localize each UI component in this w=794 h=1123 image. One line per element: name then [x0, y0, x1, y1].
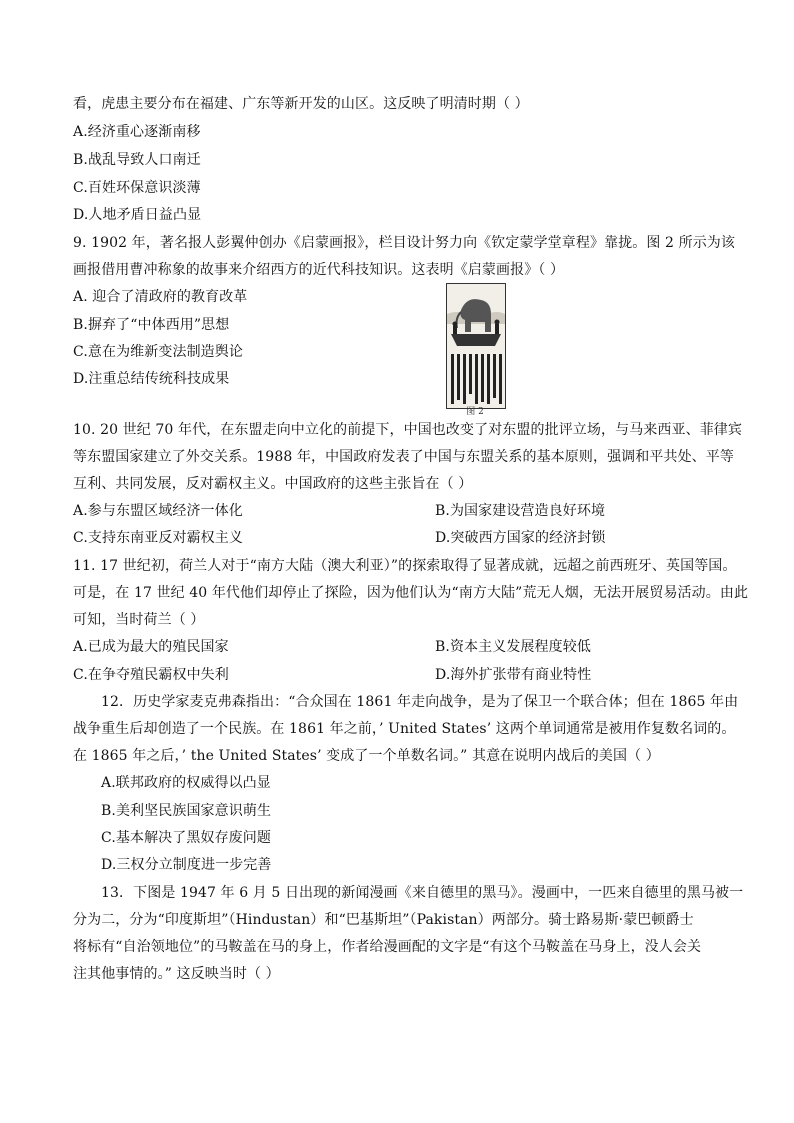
q11-option-d: D.海外扩张带有商业特性 [435, 667, 592, 683]
q9-figure-illustration [446, 283, 506, 409]
q11-stem-line-3: 可知，当时荷兰（ ） [73, 612, 205, 628]
q11-option-c: C.在争夺殖民霸权中失利 [73, 667, 229, 683]
q12-option-c: C.基本解决了黑奴存废问题 [101, 830, 271, 846]
q9-option-d: D.注重总结传统科技成果 [73, 371, 230, 387]
q11-stem-line-1: 11. 17 世纪初，荷兰人对于“南方大陆（澳大利亚）”的探索取得了显著成就，远超之前西班牙、英国等国。 [73, 558, 737, 574]
q9-figure-caption: 图 2 [466, 407, 484, 417]
q10-stem-line-2: 等东盟国家建立了外交关系。1988 年，中国政府发表了中国与东盟关系的基本原则，强调和平共处、平等 [73, 449, 734, 465]
q13-stem-line-4: 注其他事情的。” 这反映当时（ ） [73, 966, 280, 982]
q13-stem-line-3: 将标有“自治领地位”的马鞍盖在马的身上，作者给漫画配的文字是“有这个马鞍盖在马身上，没人会关 [73, 939, 702, 955]
q10-stem-line-1: 10. 20 世纪 70 年代，在东盟走向中立化的前提下，中国也改变了对东盟的批评立场，与马来西亚、菲律宾 [73, 422, 742, 438]
q9-option-a: A. 迎合了清政府的教育改革 [73, 289, 248, 305]
q12-stem-line-2: 战争重生后却创造了一个民族。在 1861 年之前，’ United States’ 这两个单词通常是被用作复数名词的。 [73, 721, 736, 737]
q13-stem-line-2: 分为二，分为“印度斯坦”（Hindustan）和“巴基斯坦”（Pakistan）两部分。骑士路易斯·蒙巴顿爵士 [73, 912, 694, 928]
q11-option-a: A.已成为最大的殖民国家 [73, 639, 229, 655]
q9-option-b: B.摒弃了“中体西用”思想 [73, 317, 230, 333]
q8-option-c: C.百姓环保意识淡薄 [73, 180, 201, 196]
q10-option-b: B.为国家建设营造良好环境 [435, 503, 606, 519]
q10-option-c: C.支持东南亚反对霸权主义 [73, 530, 243, 546]
q12-stem-line-1: 12．历史学家麦克弗森指出：“合众国在 1861 年走向战争，是为了保卫一个联合体；但在 1865 年由 [101, 694, 739, 710]
q10-stem-line-3: 互利、共同发展，反对霸权主义。中国政府的这些主张旨在（ ） [73, 476, 473, 492]
q8-option-a: A.经济重心逐渐南移 [73, 124, 201, 140]
q9-stem-line-1: 9. 1902 年，著名报人彭翼仲创办《启蒙画报》，栏目设计努力向《钦定蒙学堂章程》靠拢。图 2 所示为该 [73, 235, 735, 251]
q9-stem-line-2: 画报借用曹冲称象的故事来介绍西方的近代科技知识。这表明《启蒙画报》（ ） [73, 262, 565, 278]
q12-option-b: B.美利坚民族国家意识萌生 [101, 803, 272, 819]
q12-option-d: D.三权分立制度进一步完善 [101, 857, 272, 873]
q11-stem-line-2: 可是，在 17 世纪 40 年代他们却停止了探险，因为他们认为“南方大陆”荒无人烟，无法开展贸易活动。由此 [73, 585, 749, 601]
q10-option-a: A.参与东盟区域经济一体化 [73, 503, 243, 519]
q8-option-b: B.战乱导致人口南迁 [73, 152, 201, 168]
q11-option-b: B.资本主义发展程度较低 [435, 639, 591, 655]
q12-option-a: A.联邦政府的权威得以凸显 [101, 775, 271, 791]
q8-stem-tail: 看，虎患主要分布在福建、广东等新开发的山区。这反映了明清时期（ ） [73, 96, 529, 112]
q8-option-d: D.人地矛盾日益凸显 [73, 207, 202, 223]
q13-stem-line-1: 13．下图是 1947 年 6 月 5 日出现的新闻漫画《来自德里的黑马》。漫画中，一匹来自德里的黑马被一 [101, 885, 744, 901]
q10-option-d: D.突破西方国家的经济封锁 [435, 530, 606, 546]
q9-option-c: C.意在为维新变法制造舆论 [73, 344, 243, 360]
q12-stem-line-3: 在 1865 年之后，’ the United States’ 变成了一个单数名词。” 其意在说明内战后的美国（ ） [73, 748, 660, 764]
